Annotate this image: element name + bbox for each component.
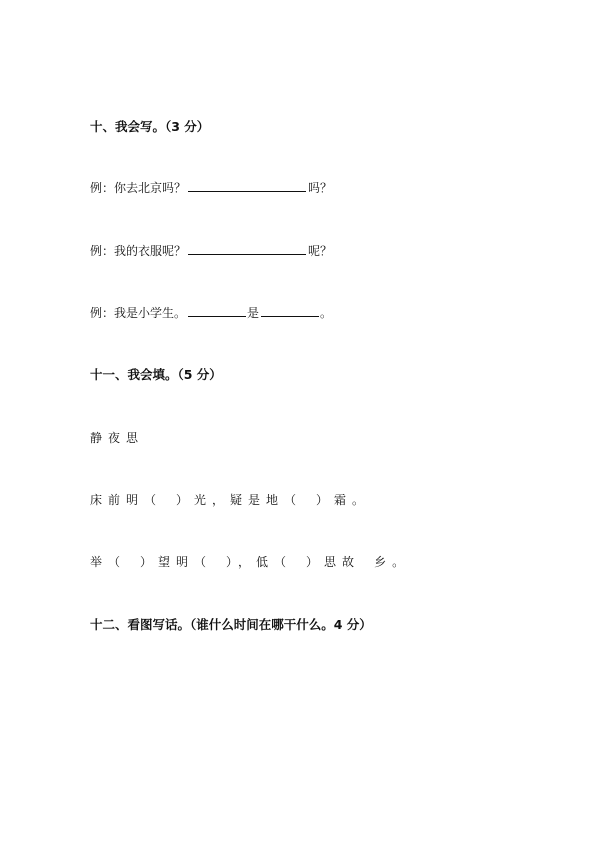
exercise-2-example: 例：我的衣服呢？ — [90, 244, 187, 258]
poem-line-2-part-5: 乡。 — [374, 555, 411, 569]
exercise-2 — [90, 243, 332, 259]
poem-line-1 — [90, 492, 370, 508]
section-12-heading: 十二、看图写话。（谁什么时间在哪干什么。4 分） — [90, 617, 372, 632]
exercise-1-example: 例：你去北京吗？ — [90, 181, 187, 195]
section-11-heading: 十一、我会填。（5 分） — [90, 367, 222, 382]
poem-line-2 — [90, 554, 410, 570]
exercise-3-example: 例：我是小学生。 — [90, 306, 187, 320]
exercise-3-blank-2[interactable] — [261, 305, 319, 317]
exercise-3 — [90, 305, 332, 321]
exercise-1-blank[interactable] — [188, 180, 306, 192]
exercise-3-middle: 是 — [247, 306, 260, 320]
poem-line-1-part-2: ）光，疑是地（ — [176, 493, 303, 507]
poem-line-2-part-3: ），低（ — [226, 555, 293, 569]
exercise-3-blank-1[interactable] — [188, 305, 246, 317]
exercise-1 — [90, 180, 332, 196]
exercise-1-suffix: 吗？ — [308, 181, 333, 195]
poem-title: 静夜思 — [90, 431, 145, 445]
poem-line-2-part-4: ）思故 — [306, 555, 361, 569]
exercise-2-suffix: 呢？ — [308, 244, 333, 258]
section-10-heading: 十、我会写。（3 分） — [90, 119, 210, 134]
poem-line-1-part-1: 床前明（ — [90, 493, 163, 507]
poem-line-1-part-3: ）霜。 — [316, 493, 371, 507]
poem-line-2-part-1: 举（ — [90, 555, 127, 569]
exercise-3-suffix: 。 — [320, 306, 333, 320]
exercise-2-blank[interactable] — [188, 243, 306, 255]
poem-line-2-part-2: ）望明（ — [140, 555, 213, 569]
